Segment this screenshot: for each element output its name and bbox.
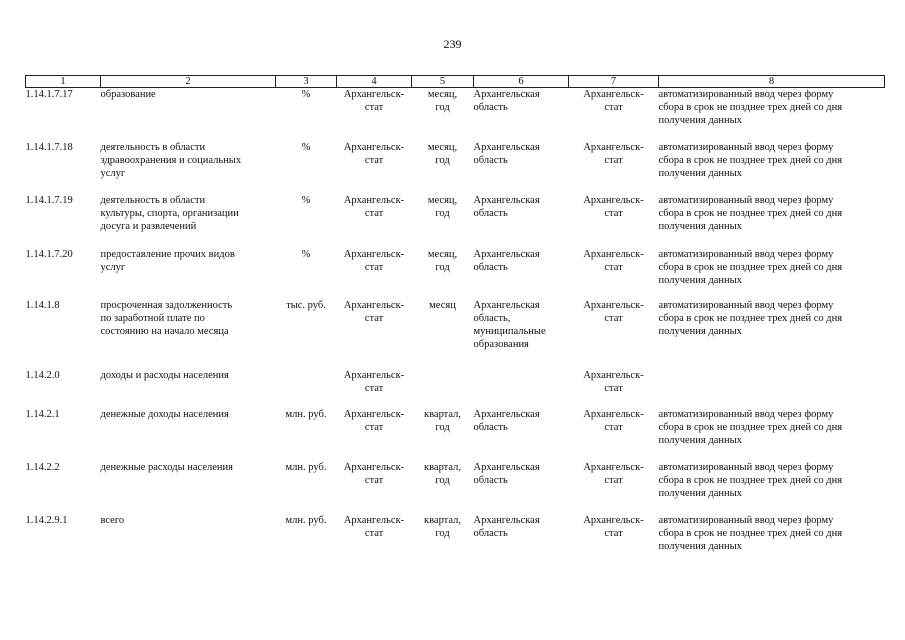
row-responsible-line: стат: [604, 154, 623, 166]
row-collection-method-line: автоматизированный ввод через форму: [658, 141, 834, 153]
row-code: [26, 299, 101, 369]
row-collection-method: [659, 248, 885, 299]
row-source-line: Архангельск-: [343, 89, 405, 100]
row-period-line: год: [435, 474, 450, 486]
row-indicator-name: [101, 88, 276, 141]
row-code: [26, 514, 101, 574]
row-indicator-name: [101, 194, 276, 248]
row-period-line: квартал,: [423, 514, 462, 526]
row-period: [412, 408, 474, 461]
row-indicator-name-line: деятельность в области: [100, 194, 206, 206]
row-period: [412, 369, 474, 408]
row-source: [337, 461, 412, 514]
row-responsible-line: стат: [604, 261, 623, 273]
row-period-line: месяц,: [427, 194, 458, 206]
table-body: [26, 88, 885, 574]
row-code: [26, 194, 101, 248]
row-indicator-name-line: просроченная задолженность: [100, 299, 233, 311]
row-period-line: квартал,: [423, 408, 462, 420]
row-period: [412, 248, 474, 299]
row-source-line: стат: [364, 527, 384, 539]
row-source: [337, 194, 412, 248]
table-row: [26, 141, 885, 194]
row-collection-method-line: автоматизированный ввод через форму: [658, 461, 834, 473]
row-responsible: [569, 299, 659, 369]
row-indicator-name-line: состоянию на начало месяца: [100, 325, 229, 337]
row-code: [26, 408, 101, 461]
row-code-text: 1.14.1.7.18: [25, 141, 73, 153]
row-code-text: 1.14.1.7.19: [25, 194, 73, 206]
column-header-8: 8: [659, 76, 885, 88]
row-period-line: год: [435, 102, 450, 113]
table-row: [26, 299, 885, 369]
row-collection-method-line: получения данных: [658, 220, 742, 232]
row-indicator-name-line: услуг: [100, 261, 126, 273]
row-unit: [276, 88, 337, 141]
row-responsible-line: стат: [604, 382, 623, 394]
row-territory-line: муниципальные: [473, 325, 546, 337]
row-period-line: год: [435, 421, 450, 433]
row-responsible-line: Архангельск-: [583, 369, 644, 381]
row-territory-line: Архангельская: [473, 89, 540, 100]
row-collection-method-line: сбора в срок не позднее трех дней со дня: [658, 474, 843, 486]
row-indicator-name-line: образование: [100, 89, 156, 100]
row-source-line: стат: [364, 382, 384, 394]
row-unit-line: тыс. руб.: [286, 299, 326, 311]
row-unit-line: млн. руб.: [285, 408, 327, 420]
row-period-line: год: [435, 154, 450, 166]
row-territory-line: область: [473, 421, 508, 433]
row-responsible-line: Архангельск-: [583, 514, 644, 526]
row-collection-method-line: автоматизированный ввод через форму: [658, 89, 834, 100]
row-unit-line: %: [301, 89, 311, 100]
row-indicator-name-line: досуга и развлечений: [100, 220, 197, 232]
row-responsible-line: стат: [604, 474, 623, 486]
row-period-line: год: [435, 527, 450, 539]
row-territory: [474, 369, 569, 408]
row-collection-method-line: получения данных: [658, 487, 742, 499]
row-indicator-name-line: деятельность в области: [100, 141, 206, 153]
row-territory: [474, 141, 569, 194]
row-indicator-name-line: денежные доходы населения: [100, 408, 229, 420]
row-source-line: Архангельск-: [343, 194, 405, 206]
row-indicator-name-line: предоставление прочих видов: [100, 248, 235, 260]
row-responsible-line: стат: [604, 421, 623, 433]
table-row: [26, 514, 885, 574]
row-unit: [276, 299, 337, 369]
row-responsible-line: стат: [604, 312, 623, 324]
row-code-text: 1.14.1.8: [25, 299, 60, 311]
row-code-text: 1.14.2.9.1: [25, 514, 68, 526]
row-responsible-line: стат: [604, 102, 623, 113]
row-collection-method: [659, 369, 885, 408]
row-responsible-line: Архангельск-: [583, 461, 644, 473]
row-period: [412, 461, 474, 514]
row-unit: [276, 408, 337, 461]
column-header-2: 2: [101, 76, 276, 88]
row-source-line: Архангельск-: [343, 248, 405, 260]
row-collection-method: [659, 299, 885, 369]
row-territory-line: область,: [473, 312, 511, 324]
row-source-line: Архангельск-: [343, 369, 405, 381]
row-territory-line: область: [473, 261, 508, 273]
row-code: [26, 369, 101, 408]
row-period-line: месяц,: [427, 248, 458, 260]
row-collection-method: [659, 408, 885, 461]
table-row: [26, 88, 885, 141]
row-responsible-line: стат: [604, 207, 623, 219]
row-territory-line: Архангельская: [473, 299, 540, 311]
row-responsible-line: Архангельск-: [583, 194, 644, 206]
row-collection-method: [659, 88, 885, 141]
row-collection-method-line: автоматизированный ввод через форму: [658, 408, 834, 420]
row-responsible: [569, 408, 659, 461]
table-row: [26, 461, 885, 514]
row-collection-method-line: сбора в срок не позднее трех дней со дня: [658, 207, 843, 219]
row-source-line: стат: [364, 474, 384, 486]
column-header-3: 3: [276, 76, 337, 88]
row-period-line: год: [435, 207, 450, 219]
row-source-line: стат: [364, 102, 384, 113]
row-territory-line: образования: [473, 338, 529, 350]
row-collection-method-line: сбора в срок не позднее трех дней со дня: [658, 154, 843, 166]
row-collection-method-line: автоматизированный ввод через форму: [658, 194, 834, 206]
row-indicator-name: [101, 369, 276, 408]
row-collection-method-line: автоматизированный ввод через форму: [658, 248, 834, 260]
row-code-text: 1.14.2.2: [25, 461, 60, 473]
row-period: [412, 194, 474, 248]
row-unit: [276, 514, 337, 574]
row-indicator-name: [101, 461, 276, 514]
row-territory-line: область: [473, 207, 508, 219]
row-responsible-line: Архангельск-: [583, 89, 644, 100]
row-unit: [276, 369, 337, 408]
row-territory-line: Архангельская: [473, 461, 540, 473]
row-indicator-name: [101, 141, 276, 194]
row-collection-method-line: получения данных: [658, 540, 742, 552]
row-unit-line: млн. руб.: [285, 461, 327, 473]
row-source-line: Архангельск-: [343, 514, 405, 526]
row-collection-method: [659, 461, 885, 514]
row-responsible-line: стат: [604, 527, 623, 539]
row-territory-line: область: [473, 154, 508, 166]
row-source-line: стат: [364, 154, 384, 166]
row-code: [26, 248, 101, 299]
row-indicator-name: [101, 408, 276, 461]
column-header-4: 4: [337, 76, 412, 88]
row-collection-method-line: получения данных: [658, 434, 742, 446]
row-code-text: 1.14.2.1: [25, 408, 60, 420]
row-source-line: стат: [364, 207, 384, 219]
row-source: [337, 299, 412, 369]
column-header-7: 7: [569, 76, 659, 88]
row-indicator-name-line: доходы и расходы населения: [100, 369, 229, 381]
row-code: [26, 461, 101, 514]
row-period-line: месяц,: [427, 89, 458, 100]
row-responsible-line: Архангельск-: [583, 299, 644, 311]
row-source: [337, 141, 412, 194]
row-unit: [276, 141, 337, 194]
row-period-line: месяц,: [427, 141, 458, 153]
row-unit: [276, 248, 337, 299]
row-period-line: год: [435, 261, 450, 273]
row-code: [26, 88, 101, 141]
document-table: [25, 75, 885, 574]
row-period-line: месяц: [429, 299, 456, 311]
table-row: [26, 194, 885, 248]
row-source-line: Архангельск-: [343, 461, 405, 473]
column-header-6: 6: [474, 76, 569, 88]
row-period: [412, 299, 474, 369]
row-unit-line: %: [301, 248, 311, 260]
row-indicator-name: [101, 514, 276, 574]
row-territory: [474, 408, 569, 461]
row-territory-line: Архангельская: [473, 248, 540, 260]
row-source: [337, 514, 412, 574]
row-indicator-name-line: культуры, спорта, организации: [100, 207, 239, 219]
row-responsible-line: Архангельск-: [583, 248, 644, 260]
row-code-text: 1.14.1.7.20: [25, 248, 73, 260]
row-territory-line: Архангельская: [473, 194, 540, 206]
row-source-line: Архангельск-: [343, 141, 405, 153]
row-territory: [474, 194, 569, 248]
row-territory-line: область: [473, 527, 508, 539]
row-responsible-line: Архангельск-: [583, 141, 644, 153]
row-source-line: стат: [364, 421, 384, 433]
row-source: [337, 408, 412, 461]
row-code-text: 1.14.2.0: [25, 369, 60, 381]
row-source-line: Архангельск-: [343, 299, 405, 311]
page-number: 239: [443, 37, 462, 51]
row-code-text: 1.14.1.7.17: [25, 89, 73, 100]
table-header-row: [26, 76, 885, 88]
row-indicator-name-line: услуг: [100, 167, 126, 179]
row-indicator-name-line: здравоохранения и социальных: [100, 154, 242, 166]
row-source: [337, 369, 412, 408]
row-collection-method: [659, 141, 885, 194]
row-collection-method-line: сбора в срок не позднее трех дней со дня: [658, 102, 843, 113]
row-responsible: [569, 369, 659, 408]
table-row: [26, 369, 885, 408]
row-collection-method-line: сбора в срок не позднее трех дней со дня: [658, 421, 843, 433]
row-responsible: [569, 248, 659, 299]
row-source-line: Архангельск-: [343, 408, 405, 420]
row-code: [26, 141, 101, 194]
table-row: [26, 248, 885, 299]
row-territory-line: область: [473, 474, 508, 486]
row-territory: [474, 461, 569, 514]
row-collection-method: [659, 194, 885, 248]
row-period: [412, 141, 474, 194]
row-territory: [474, 88, 569, 141]
row-source: [337, 248, 412, 299]
row-responsible: [569, 461, 659, 514]
row-source: [337, 88, 412, 141]
row-unit: [276, 461, 337, 514]
row-unit-line: %: [301, 194, 311, 206]
column-header-1: 1: [26, 76, 101, 88]
row-source-line: стат: [364, 261, 384, 273]
row-collection-method-line: сбора в срок не позднее трех дней со дня: [658, 312, 843, 324]
row-responsible: [569, 514, 659, 574]
row-territory: [474, 248, 569, 299]
row-collection-method-line: автоматизированный ввод через форму: [658, 299, 834, 311]
table-row: [26, 408, 885, 461]
row-collection-method-line: получения данных: [658, 115, 742, 126]
row-territory-line: область: [473, 102, 508, 113]
row-responsible: [569, 194, 659, 248]
row-unit-line: %: [301, 141, 311, 153]
row-collection-method-line: сбора в срок не позднее трех дней со дня: [658, 527, 843, 539]
row-responsible: [569, 141, 659, 194]
row-indicator-name-line: по заработной плате по: [100, 312, 205, 324]
row-responsible-line: Архангельск-: [583, 408, 644, 420]
row-territory: [474, 514, 569, 574]
row-period-line: квартал,: [423, 461, 462, 473]
row-responsible: [569, 88, 659, 141]
row-unit-line: млн. руб.: [285, 514, 327, 526]
row-territory-line: Архангельская: [473, 514, 540, 526]
row-collection-method-line: получения данных: [658, 274, 742, 286]
row-collection-method-line: получения данных: [658, 325, 742, 337]
row-unit: [276, 194, 337, 248]
row-collection-method: [659, 514, 885, 574]
row-collection-method-line: получения данных: [658, 167, 742, 179]
row-period: [412, 88, 474, 141]
row-indicator-name-line: денежные расходы населения: [100, 461, 233, 473]
row-collection-method-line: сбора в срок не позднее трех дней со дня: [658, 261, 843, 273]
row-territory-line: Архангельская: [473, 408, 540, 420]
row-collection-method-line: автоматизированный ввод через форму: [658, 514, 834, 526]
row-indicator-name: [101, 248, 276, 299]
row-indicator-name-line: всего: [100, 514, 125, 526]
column-header-5: 5: [412, 76, 474, 88]
row-territory: [474, 299, 569, 369]
row-territory-line: Архангельская: [473, 141, 540, 153]
row-indicator-name: [101, 299, 276, 369]
row-period: [412, 514, 474, 574]
row-source-line: стат: [364, 312, 384, 324]
